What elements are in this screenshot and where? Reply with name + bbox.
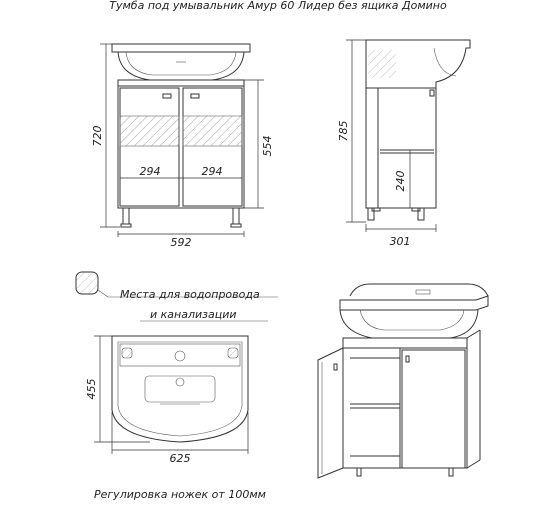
pipe-area-symbol (76, 272, 98, 294)
perspective-view (318, 284, 488, 478)
left-section-width-label: 294 (139, 165, 161, 178)
footer-note: Регулировка ножек от 100мм (94, 488, 266, 501)
legend-line-1: Места для водопровода (120, 288, 260, 301)
side-height-label: 785 (337, 120, 350, 142)
top-view (85, 336, 248, 465)
front-height-label: 720 (91, 125, 104, 147)
legend (76, 272, 278, 321)
front-view (91, 44, 274, 249)
front-width-label: 592 (170, 236, 192, 249)
right-section-width-label: 294 (201, 165, 223, 178)
drawing-title: Тумба под умывальник Амур 60 Лидер без ящика Домино (109, 0, 447, 12)
top-width-label: 625 (169, 452, 191, 465)
side-view (337, 40, 470, 248)
legend-line-2: и канализации (150, 308, 237, 321)
front-inner-height-label: 554 (261, 135, 274, 157)
side-depth-label: 301 (389, 235, 411, 248)
top-depth-label: 455 (85, 378, 98, 400)
pipe-height-label: 240 (394, 170, 407, 192)
